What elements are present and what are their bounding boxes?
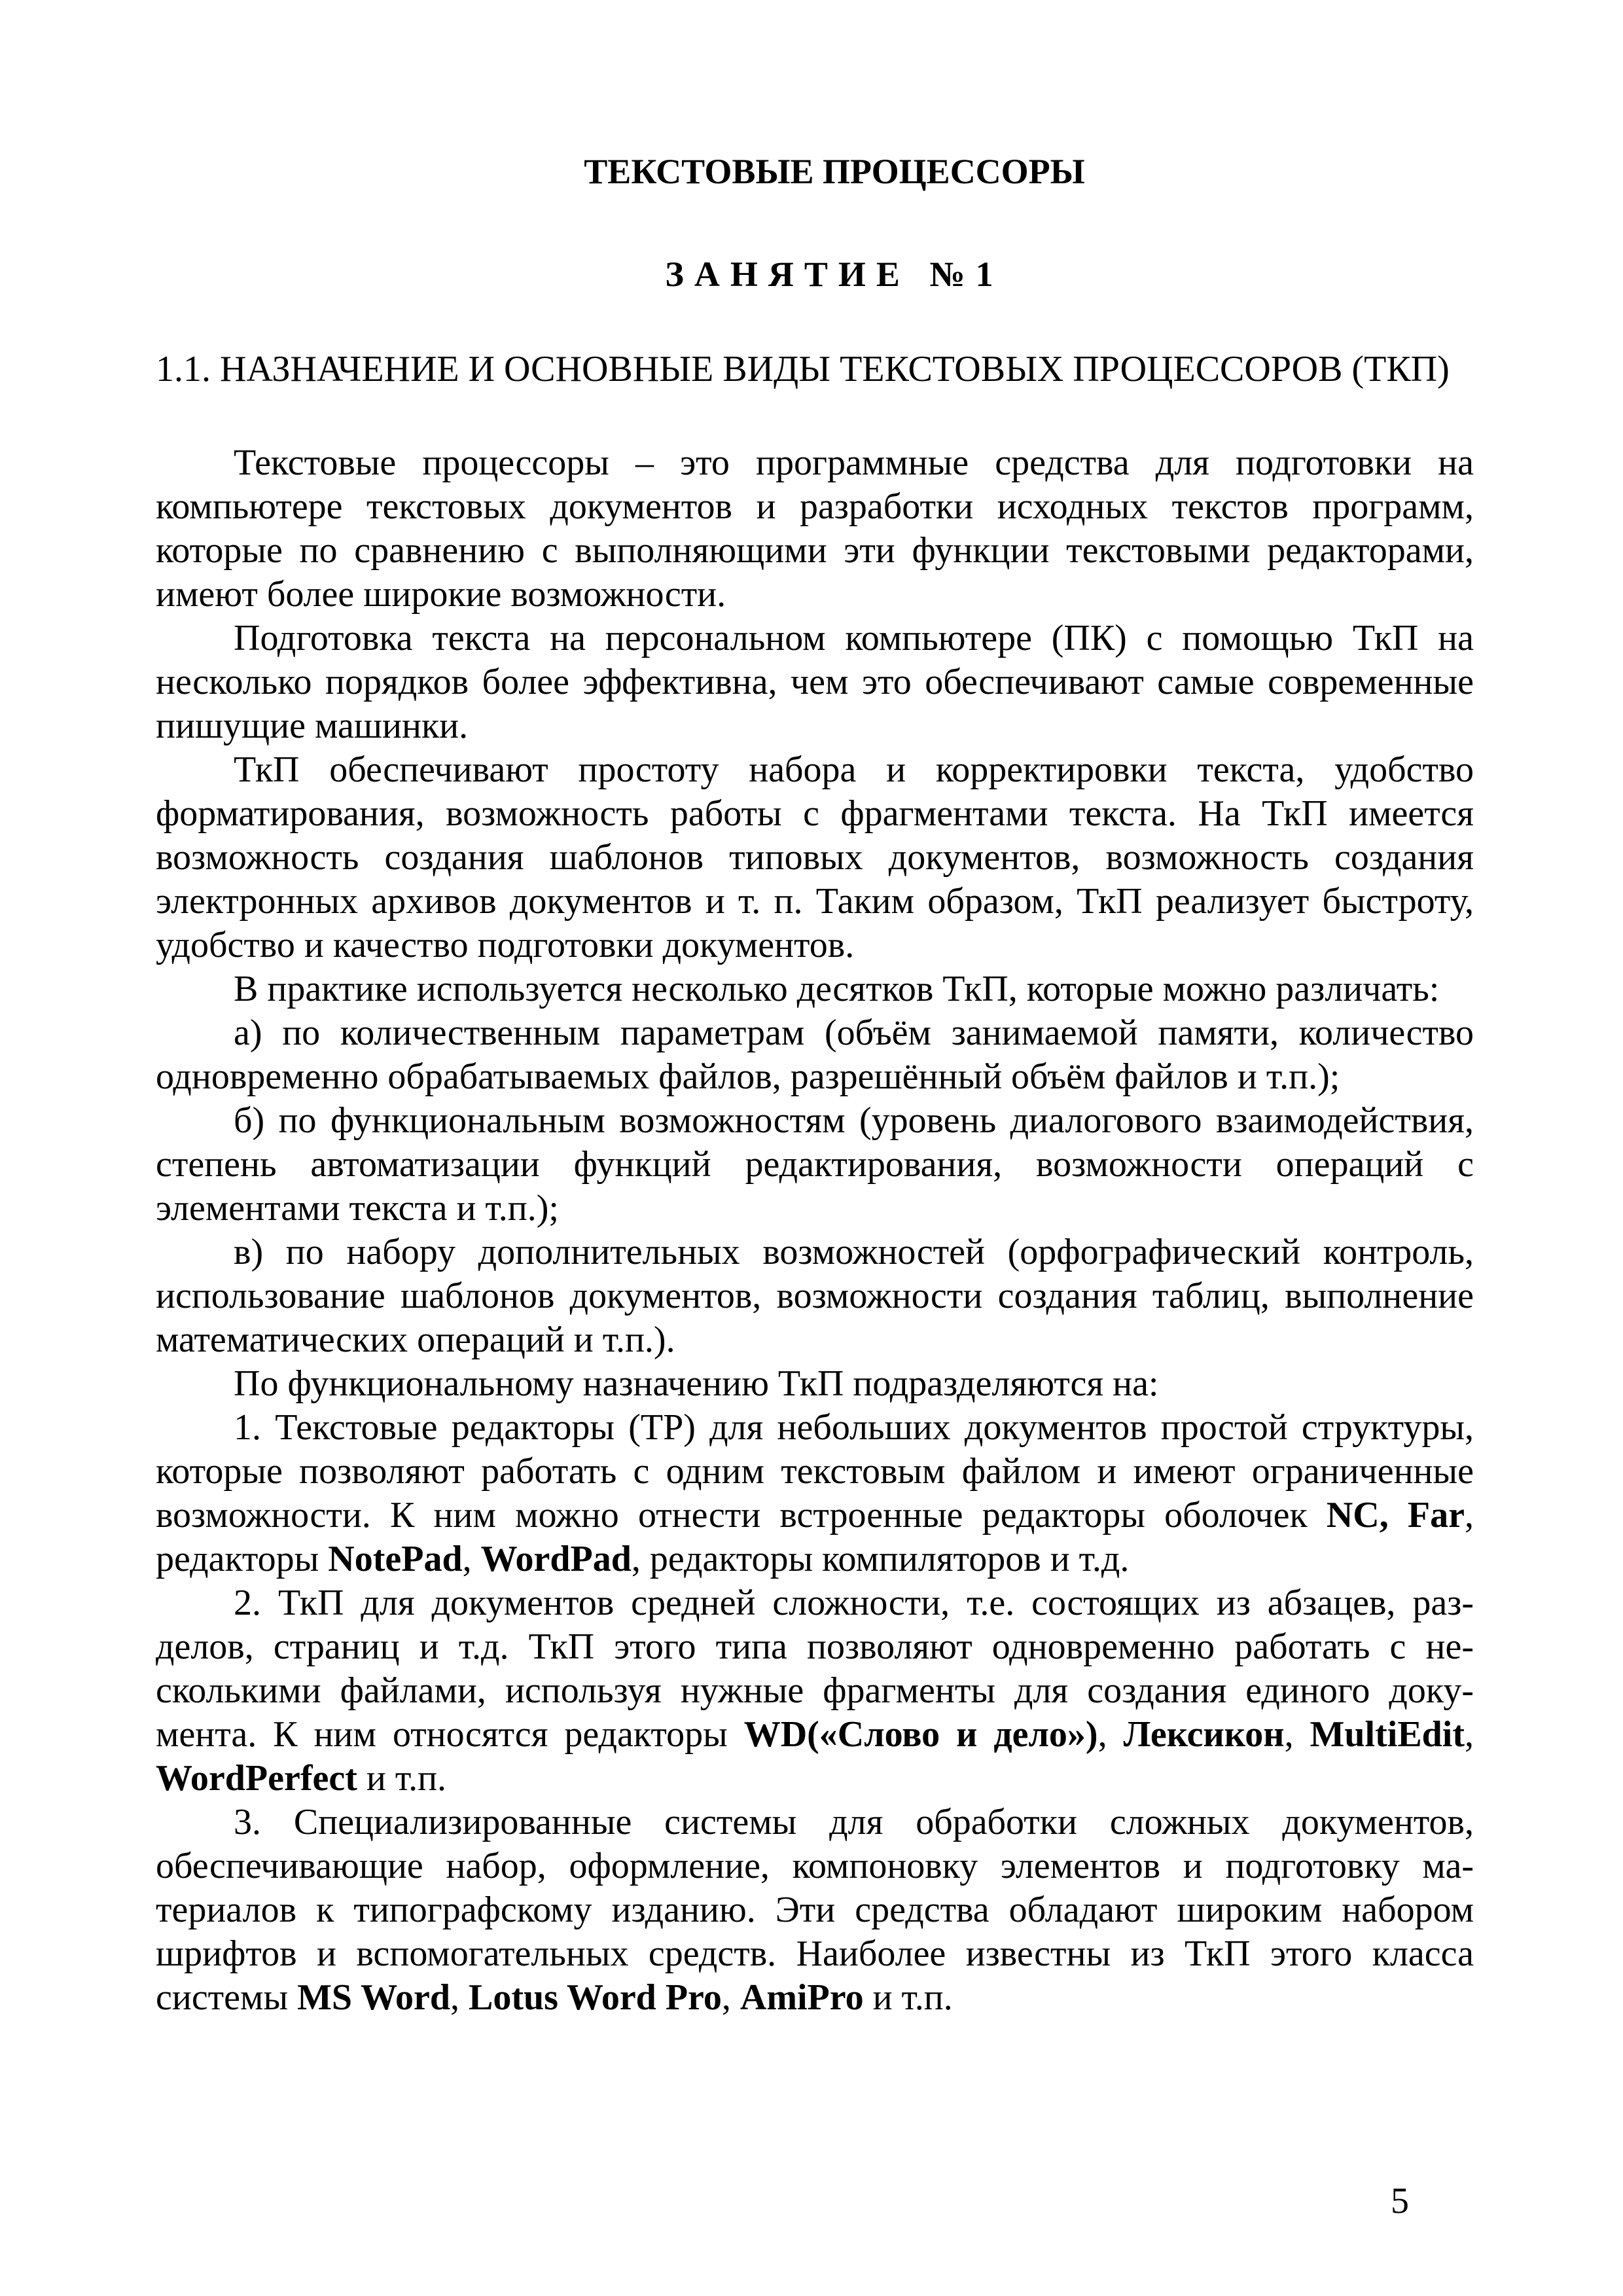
bold-term: MultiEdit — [1310, 1713, 1465, 1755]
list-item-b — [156, 1099, 1474, 1230]
text-run: , — [721, 1977, 740, 2018]
list-item-c — [156, 1230, 1474, 1362]
text-run: б) по функциональным возможностям (уровень диалогового взаимодействия, степень автоматизации функций редактирования, возможности операций с элементами текста и т.п.); — [156, 1100, 1474, 1229]
text-run: Подготовка текста на персональном компьютере (ПК) с помощью ТкП на несколько порядков более эффективна, чем это обеспечивают самые современные пишущие машинки. — [156, 617, 1474, 746]
section-heading: 1.1. НАЗНАЧЕНИЕ И ОСНОВНЫЕ ВИДЫ ТЕКСТОВЫХ ПРОЦЕССОРОВ (ТКП) — [156, 348, 1450, 389]
list-item-2 — [156, 1581, 1474, 1801]
paragraph — [156, 441, 1474, 617]
text-run: , — [462, 1538, 481, 1579]
lesson-heading: ЗАНЯТИЕ №1 — [665, 254, 1004, 294]
text-run: и т.п. — [863, 1977, 953, 2018]
paragraph — [156, 748, 1474, 967]
paragraph — [156, 617, 1474, 748]
list-item-1 — [156, 1406, 1474, 1581]
text-run: ТкП обеспечивают простоту набора и корректировки текста, удобство форматирования, возможность работы с фрагментами текста. На ТкП имеется возможность создания шаблонов типовых документов, возможность создания электронных архивов документов и т. п. Таким образом, ТкП реализует быстроту, удобство и качество подготовки документов. — [156, 749, 1474, 965]
list-item-a — [156, 1011, 1474, 1099]
text-run: а) по количественным параметрам (объём занимаемой памяти, количество одновременно обрабатываемых файлов, разрешённый объём файлов и т.п.); — [156, 1012, 1474, 1097]
text-run: , — [1465, 1713, 1474, 1755]
bold-term: Lotus Word Pro — [468, 1977, 722, 2018]
bold-term: AmiPro — [740, 1977, 864, 2018]
bold-term: MS Word — [297, 1977, 450, 2018]
list-item-3 — [156, 1801, 1474, 2020]
paragraph — [156, 1362, 1474, 1406]
paragraph — [156, 967, 1474, 1011]
text-run: в) по набору дополнительных возможностей (орфографический контроль, использование шаблонов документов, возможности создания таблиц, выполнение математических операций и т.п.). — [156, 1231, 1474, 1360]
text-run: 3. Специализированные системы для обработки сложных документов, обеспечивающие набор, оформление, компоновку элементов и подготовку материалов к типографскому изданию. Эти средства обладают широким набором шрифтов и вспомогательных средств. Наиболее известны из ТкП этого класса системы — [156, 1801, 1474, 2018]
text-run: В практике используется несколько десятков ТкП, которые можно различать: — [234, 968, 1440, 1009]
text-run: , — [1284, 1713, 1310, 1755]
page-number: 5 — [1391, 2181, 1409, 2221]
bold-term: WD(«Слово и дело») — [743, 1713, 1098, 1755]
text-run: и т.п. — [357, 1757, 447, 1799]
bold-term: NotePad — [328, 1538, 463, 1579]
text-run: , — [1097, 1713, 1124, 1755]
body-text — [156, 441, 1474, 2020]
bold-term: NC, Far — [1326, 1494, 1465, 1535]
text-run: 1. Текстовые редакторы (ТР) для небольших документов простой структуры, которые позволяют работать с одним текстовым файлом и имеют ограниченные возможности. К ним можно отнести встроенные редакторы оболочек — [156, 1407, 1474, 1535]
text-run: , редакторы — [156, 1494, 1474, 1579]
text-run: Текстовые процессоры – это программные средства для подготовки на компьютере текстовых документов и разработки исходных текстов программ, которые по сравнению с выполняющими эти функции текстовыми редакторами, имеют более широкие возможности. — [156, 442, 1474, 615]
text-run: По функциональному назначению ТкП подразделяются на: — [234, 1363, 1159, 1404]
document-page — [156, 151, 1474, 2020]
bold-term: WordPad — [480, 1538, 632, 1579]
text-run: , редакторы компиляторов и т.д. — [631, 1538, 1130, 1579]
bold-term: WordPerfect — [156, 1757, 357, 1799]
text-run: 2. ТкП для документов средней сложности, т.е. состоящих из абзацев, разделов, страниц и т.д. ТкП этого типа позволяют одновременно работать с несколькими файлами, используя нужные фрагменты для создания единого документа. К ним относятся редакторы — [156, 1582, 1474, 1755]
bold-term: Лексикон — [1123, 1713, 1285, 1755]
text-run: , — [450, 1977, 469, 2018]
document-title: ТЕКСТОВЫЕ ПРОЦЕССОРЫ — [584, 152, 1085, 191]
